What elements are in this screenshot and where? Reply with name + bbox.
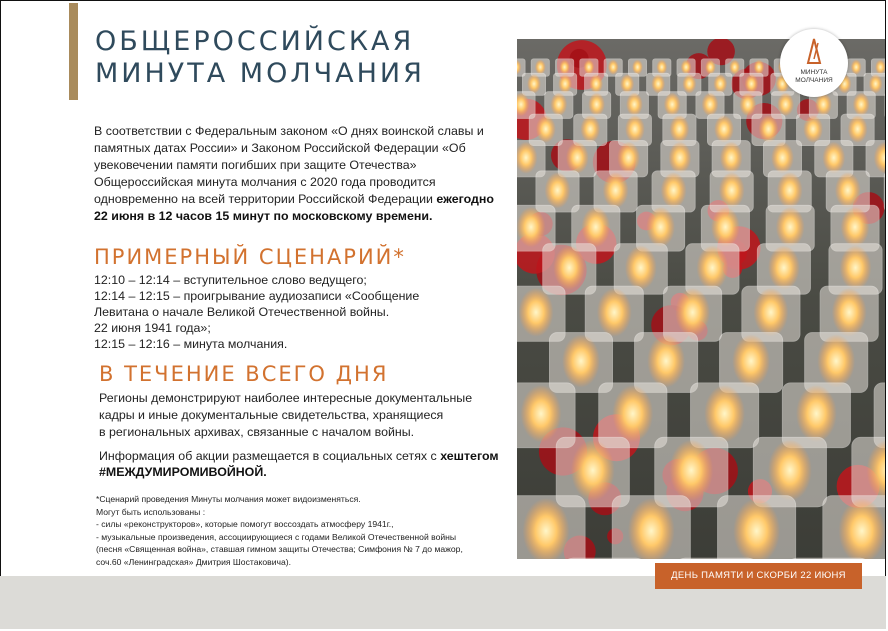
- candle-flame: [732, 335, 770, 388]
- candle-flame: [571, 440, 615, 501]
- scenario-list: [94, 272, 494, 352]
- all-day-paragraph: [99, 390, 519, 441]
- candle-flame: [771, 142, 794, 174]
- candle-flame: [822, 142, 845, 174]
- candle-flame: [521, 385, 562, 442]
- candle-flame: [713, 74, 727, 93]
- candle-flame: [626, 93, 643, 117]
- candle-flame: [588, 93, 605, 117]
- footer-date-tag: ДЕНЬ ПАМЯТИ И СКОРБИ 22 ИЮНЯ: [655, 563, 862, 589]
- candle-glass: [787, 558, 870, 559]
- candle-flame: [519, 288, 554, 337]
- candle-flame: [796, 385, 837, 442]
- candle-flame: [559, 60, 570, 75]
- scenario-line: Левитана о начале Великой Отечественной войны.: [94, 305, 390, 319]
- candle-flame: [617, 142, 640, 174]
- all-day-line: Регионы демонстрируют наиболее интересные документальные: [99, 391, 473, 405]
- candle-flame: [817, 335, 855, 388]
- metronome-icon: [780, 29, 848, 69]
- candles-photo-illustration: [517, 39, 885, 559]
- scenario-line: 12:10 – 12:14 – вступительное слово ведущего;: [94, 273, 367, 287]
- candle-flame: [841, 207, 870, 247]
- candle-flame: [705, 60, 716, 75]
- candle-flame: [853, 93, 870, 117]
- candle-flame: [589, 74, 603, 93]
- candle-flame: [711, 207, 740, 247]
- footnotes: [96, 493, 526, 569]
- candle-flame: [620, 74, 634, 93]
- candle-flame: [670, 115, 690, 143]
- candle-flame: [768, 440, 812, 501]
- candle-flame: [536, 115, 556, 143]
- candle-flame: [580, 115, 600, 143]
- candle-flame: [545, 172, 571, 208]
- candle-flame: [832, 288, 867, 337]
- candle-flame: [661, 172, 687, 208]
- candle-flame: [776, 207, 805, 247]
- candle-flame: [584, 60, 595, 75]
- page-title: [95, 26, 425, 90]
- candle-flame: [714, 115, 734, 143]
- candle-flame: [869, 74, 883, 93]
- candle-flame: [835, 172, 861, 208]
- candle-flame: [647, 335, 685, 388]
- candle-flame: [527, 74, 541, 93]
- scenario-line: 12:15 – 12:16 – минута молчания.: [94, 337, 288, 351]
- candle-flame: [550, 93, 567, 117]
- candle-flame: [625, 245, 657, 290]
- candle-flame: [651, 74, 665, 93]
- candle-flame: [682, 74, 696, 93]
- candle-flame: [729, 60, 740, 75]
- candle-flame: [720, 142, 743, 174]
- candle-flame: [669, 440, 713, 501]
- candle-flame: [558, 74, 572, 93]
- candle-flame: [608, 60, 619, 75]
- scenario-line: 22 июня 1941 года»;: [94, 321, 211, 335]
- candle-flame: [603, 172, 629, 208]
- candle-flame: [553, 245, 585, 290]
- footnote-line: Могут быть использованы :: [96, 506, 206, 517]
- scenario-line: 12:14 – 12:15 – проигрывание аудиозаписи «Сообщение: [94, 289, 420, 303]
- candle-flame: [759, 115, 779, 143]
- candle-flame: [739, 93, 756, 117]
- candle-flame: [656, 60, 667, 75]
- candle-glass: [563, 558, 646, 559]
- candle-flame: [697, 245, 729, 290]
- title-line-1: ОБЩЕРОССИЙСКАЯ: [95, 26, 415, 57]
- footnote-line: - музыкальные произведения, ассоциирующиеся с годами Великой Отечественной войны: [96, 531, 457, 542]
- scenario-heading: ПРИМЕРНЫЙ СЦЕНАРИЙ*: [94, 245, 406, 269]
- all-day-heading: В ТЕЧЕНИЕ ВСЕГО ДНЯ: [99, 362, 389, 386]
- candle-flame: [632, 60, 643, 75]
- candle-flame: [517, 207, 545, 247]
- social-info: [99, 448, 519, 480]
- intro-paragraph: [94, 123, 494, 225]
- candle-flame: [848, 115, 868, 143]
- candle-flame: [851, 60, 862, 75]
- candle-flame: [646, 207, 675, 247]
- candle-flame: [704, 385, 745, 442]
- candle-flame: [675, 288, 710, 337]
- candle-flame: [754, 288, 789, 337]
- candle-flame: [768, 245, 800, 290]
- minute-of-silence-logo: [780, 29, 848, 97]
- candle-flame: [597, 288, 632, 337]
- candle-flame: [581, 207, 610, 247]
- footnote-line: - силы «реконструкторов», которые помогут воссоздать атмосферу 1941г.,: [96, 519, 394, 530]
- candle-flame: [625, 115, 645, 143]
- candle-flame: [803, 115, 823, 143]
- candle-flame: [702, 93, 719, 117]
- logo-text-line-1: МИНУТА: [800, 69, 828, 76]
- candle-flame: [777, 93, 794, 117]
- candle-flame: [664, 93, 681, 117]
- candle-flame: [719, 172, 745, 208]
- footnote-line: *Сценарий проведения Минуты молчания может видоизменяться.: [96, 494, 361, 504]
- footnote-line: соч.60 «Ленинградская» Дмитрия Шостаковича).: [96, 556, 292, 567]
- candle-glass: [675, 558, 758, 559]
- all-day-line: в региональных архивах, связанные с началом войны.: [99, 425, 415, 439]
- intro-bold-date: ежегодно 22 июня в 12 часов 15 минут по московскому времени.: [94, 192, 494, 223]
- logo-text-line-2: МОЛЧАНИЯ: [795, 77, 833, 84]
- title-accent-bar: [69, 3, 78, 100]
- social-info-text: Информация об акции размещается в социальных сетях с: [99, 449, 441, 463]
- candle-flame: [840, 245, 872, 290]
- intro-text: В соответствии с Федеральным законом «О днях воинской славы и памятных датах России» и Законом Российской Федерации «Об увековечении памяти погибших при защите Отечества» Общероссийская минута молчания с 2020 года проводится одновременно на всей территории Российской Федерации: [94, 124, 484, 206]
- candle-flame: [777, 172, 803, 208]
- candle-flame: [681, 60, 692, 75]
- candle-glass: [884, 171, 885, 212]
- candle-flame: [535, 60, 546, 75]
- all-day-line: кадры и иные документальные свидетельства, хранящиеся: [99, 408, 444, 422]
- candles-carnations-photo: [517, 39, 885, 559]
- candle-flame: [745, 74, 759, 93]
- title-line-2: МИНУТА МОЛЧАНИЯ: [95, 58, 425, 89]
- candle-flame: [566, 142, 589, 174]
- footnote-line: (песня «Священная война», ставшая гимном защиты Отечества; Симфония № 7 до мажор,: [96, 544, 463, 555]
- candle-flame: [754, 60, 765, 75]
- candle-flame: [562, 335, 600, 388]
- candle-flame: [612, 385, 653, 442]
- hashtag: хештегом #МЕЖДУМИРОМИВОЙНОЙ.: [99, 449, 499, 479]
- candle-flame: [669, 142, 692, 174]
